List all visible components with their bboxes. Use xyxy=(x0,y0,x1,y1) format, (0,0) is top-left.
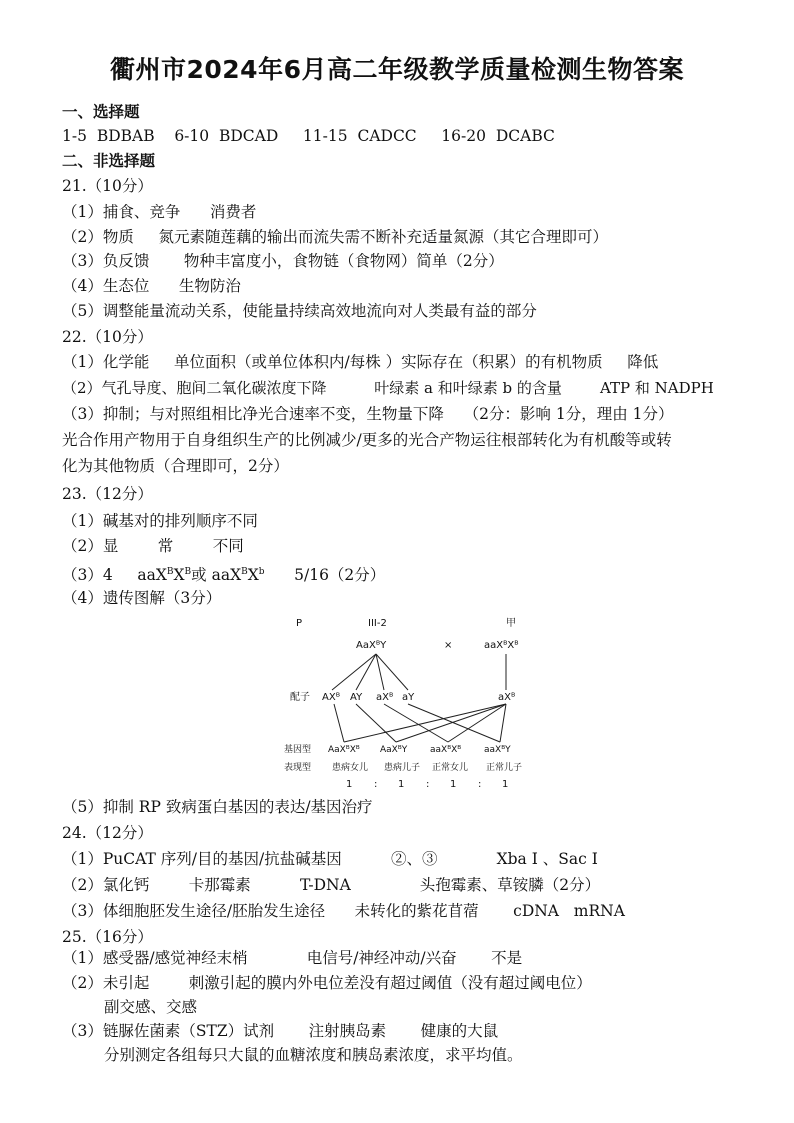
q23-answer-3: （3）4 $aaX^BX^B$或 $aaX^BX^b$ 5/16（2分） xyxy=(62,566,386,585)
q24-heading: 24.（12分） xyxy=(62,824,153,842)
q24-answer-1: （1）PuCAT 序列/目的基因/抗盐碱基因 ②、③ Xba Ⅰ 、Sac Ⅰ xyxy=(62,850,598,868)
q22-answer-3-cont: 光合作用产物用于自身组织生产的比例减少/更多的光合产物运往根部转化为有机酸等或转 xyxy=(62,431,672,449)
choice-answers: 1-5 BDBAB 6-10 BDCAD 11-15 CADCC 16-20 DCABC xyxy=(62,127,555,145)
q22-answer-3-cont2: 化为其他物质（合理即可，2分） xyxy=(62,457,289,475)
gamete-1: AXᴮ xyxy=(322,692,341,703)
ratio-2: 1 xyxy=(398,779,405,790)
q21-answer-3: （3）负反馈 物种丰富度小，食物链（食物网）简单（2分） xyxy=(62,252,504,270)
q21-answer-2: （2）物质 氮元素随莲藕的输出而流失需不断补充适量氮源（其它合理即可） xyxy=(62,228,608,246)
q21-heading: 21.（10分） xyxy=(62,177,153,195)
ratio-3: 1 xyxy=(450,779,457,790)
q23-answer-4: （4）遗传图解（3分） xyxy=(62,589,222,607)
q22-answer-3: （3）抑制；与对照组相比净光合速率不变，生物量下降 （2分：影响 1分，理由 1分） xyxy=(62,405,674,423)
q24-answer-3: （3）体细胞胚发生途径/胚胎发生途径 未转化的紫花苜蓿 cDNA mRNA xyxy=(62,902,625,920)
q22-heading: 22.（10分） xyxy=(62,328,153,346)
gamete-label: 配子 xyxy=(290,692,310,703)
q23-answer-2: （2）显 常 不同 xyxy=(62,537,244,555)
q25-answer-2-cont: 副交感、交感 xyxy=(104,998,198,1016)
q21-answer-4: （4）生态位 生物防治 xyxy=(62,277,241,295)
offspring-1-genotype: AaXᴮXᴮ xyxy=(328,745,360,755)
section-heading-choice: 一、选择题 xyxy=(62,102,140,121)
genetic-cross-diagram xyxy=(280,612,540,792)
q25-answer-3: （3）链脲佐菌素（STZ）试剂 注射胰岛素 健康的大鼠 xyxy=(62,1022,499,1040)
gamete-3: aXᴮ xyxy=(376,692,394,703)
q21-answer-1: （1）捕食、竞争 消费者 xyxy=(62,203,257,221)
q23-heading: 23.（12分） xyxy=(62,485,153,503)
gamete-2: AY xyxy=(350,692,363,703)
q24-answer-2: （2）氯化钙 卡那霉素 T-DNA 头孢霉素、草铵膦（2分） xyxy=(62,876,601,894)
parent1-genotype: AaXᴮY xyxy=(356,640,387,651)
offspring-4-genotype: aaXᴮY xyxy=(484,745,511,755)
q23-answer-5: （5）抑制 RP 致病蛋白基因的表达/基因治疗 xyxy=(62,798,373,816)
offspring-2-phenotype: 患病儿子 xyxy=(384,763,421,773)
q22-answer-2: （2）气孔导度、胞间二氧化碳浓度下降 叶绿素 a 和叶绿素 b 的含量 ATP 和 NADPH xyxy=(62,379,714,397)
offspring-3-phenotype: 正常女儿 xyxy=(432,763,469,773)
page-title: 衢州市2024年6月高二年级教学质量检测生物答案 xyxy=(110,55,684,84)
q22-answer-1: （1）化学能 单位面积（或单位体积内/每株 ）实际存在（积累）的有机物质 降低 xyxy=(62,353,659,371)
q21-answer-5: （5）调整能量流动关系，使能量持续高效地流向对人类最有益的部分 xyxy=(62,302,537,320)
q25-answer-3-cont: 分别测定各组每只大鼠的血糖浓度和胰岛素浓度，求平均值。 xyxy=(104,1046,523,1064)
ratio-4: 1 xyxy=(502,779,509,790)
genotype-label: 基因型 xyxy=(284,745,312,755)
offspring-3-genotype: aaXᴮXᴮ xyxy=(430,745,462,755)
q23-answer-1: （1）碱基对的排列顺序不同 xyxy=(62,512,258,530)
section-heading-nonchoice: 二、非选择题 xyxy=(62,151,156,170)
ratio-sep-3: : xyxy=(478,779,482,790)
offspring-2-genotype: AaXᴮY xyxy=(380,745,408,755)
q25-answer-1: （1）感受器/感觉神经末梢 电信号/神经冲动/兴奋 不是 xyxy=(62,949,523,967)
gamete-mother: aXᴮ xyxy=(498,692,516,703)
ratio-sep-2: : xyxy=(426,779,430,790)
gamete-4: aY xyxy=(402,692,415,703)
cross-symbol: × xyxy=(444,640,453,651)
parent2-genotype: aaXᴮXᴮ xyxy=(484,640,519,651)
ratio-1: 1 xyxy=(346,779,353,790)
phenotype-label: 表现型 xyxy=(284,763,312,773)
p-label: P xyxy=(296,618,303,629)
parent1-label: III-2 xyxy=(368,618,387,629)
offspring-1-phenotype: 患病女儿 xyxy=(332,763,369,773)
ratio-sep-1: : xyxy=(374,779,378,790)
offspring-4-phenotype: 正常儿子 xyxy=(486,763,523,773)
q25-answer-2: （2）未引起 刺激引起的膜内外电位差没有超过阈值（没有超过阈电位） xyxy=(62,974,592,992)
parent2-label: 甲 xyxy=(506,618,516,629)
q25-heading: 25.（16分） xyxy=(62,928,153,946)
